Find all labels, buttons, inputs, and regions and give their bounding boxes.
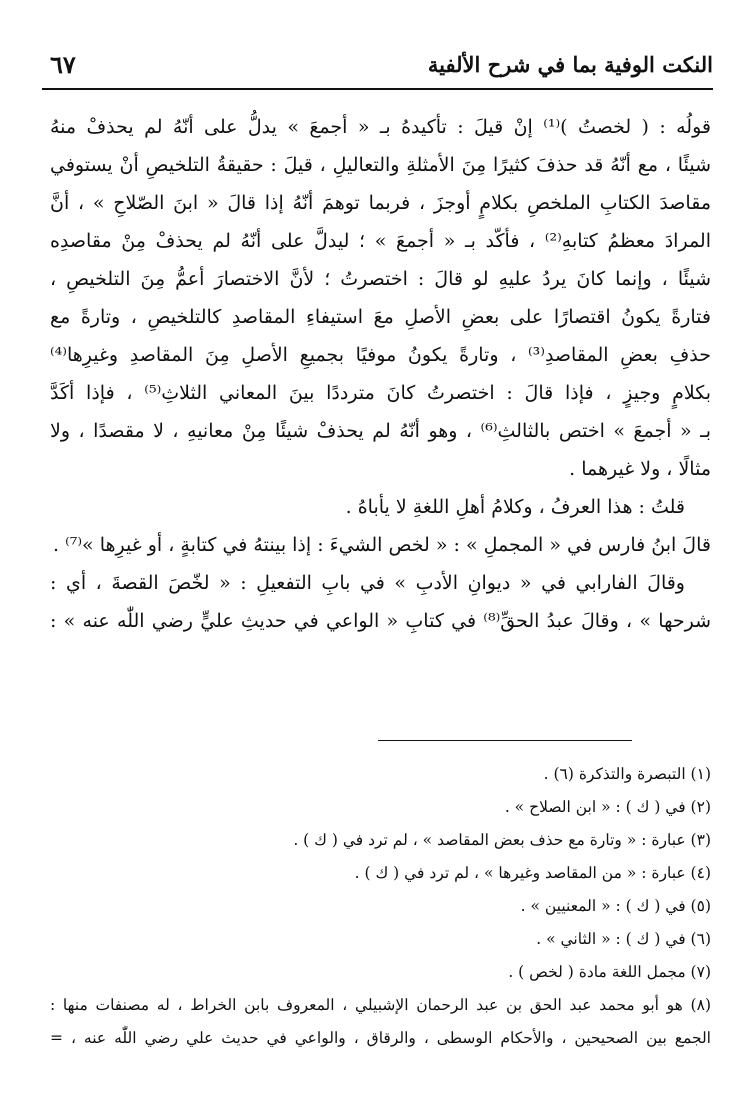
footnotes	[50, 758, 711, 1055]
text-line: قالَ ابنُ فارس في « المجملِ » : « لخص الشيءَ : إذا بينتهُ في كتابةٍ ، أو غيرِها »⁽⁷⁾ .	[53, 534, 711, 556]
text-line: شيئًا ، مع أنّهُ قد حذفَ كثيرًا مِنَ الأمثلةِ والتعاليلِ ، قيلَ : حقيقةُ التلخيصِ أنْ يستوفي	[50, 154, 711, 176]
text-line: مثالًا ، ولا غيرهما .	[569, 458, 711, 480]
footnote: (٦) في ( ك ) : « الثاني » .	[536, 930, 711, 948]
footnote: (٧) مجمل اللغة مادة ( لخص ) .	[508, 963, 711, 981]
main-text	[50, 108, 711, 640]
footnote: (٣) عبارة : « وتارة مع حذف بعض المقاصد » ، لم ترد في ( ك ) .	[293, 831, 711, 849]
text-line: قلتُ : هذا العرفُ ، وكلامُ أهلِ اللغةِ لا يأباهُ .	[345, 496, 685, 518]
footnote-separator	[378, 740, 632, 741]
text-line: مقاصدَ الكتابِ الملخصِ بكلامٍ أوجزَ ، فربما توهمَ أنّهُ إذا قالَ « ابنَ الصّلاحِ » ، أنَّ	[50, 192, 711, 214]
running-header	[42, 48, 713, 90]
book-title: النكت الوفية بما في شرح الألفية	[427, 52, 713, 77]
footnote: الجمع بين الصحيحين ، والأحكام الوسطى ، والرقاق ، والواعي في حديث علي رضي اللّٰه عنه ، =	[50, 1029, 711, 1047]
text-line: وقالَ الفارابي في « ديوانِ الأدبِ » في بابِ التفعيلِ : « لخّصَ القصةَ ، أي :	[50, 572, 685, 594]
text-line: شرحها » ، وقالَ عبدُ الحقِّ⁽⁸⁾ في كتابِ « الواعي في حديثِ عليٍّ رضي اللّٰه عنه » :	[50, 610, 711, 632]
footnote: (٢) في ( ك ) : « ابن الصلاح » .	[504, 798, 711, 816]
footnote: (٤) عبارة : « من المقاصد وغيرها » ، لم ترد في ( ك ) .	[354, 864, 711, 882]
footnote: (١) التبصرة والتذكرة (٦) .	[543, 765, 711, 783]
footnote: (٨) هو أبو محمد عبد الحق بن عبد الرحمان الإشبيلي ، المعروف بابن الخراط ، له مصنفات منها :	[50, 996, 711, 1014]
text-line: فتارةً يكونُ اقتصارًا على بعضِ الأصلِ معَ استيفاءِ المقاصدِ كالتلخيصِ ، وتارةً مع	[50, 306, 711, 328]
page-number: ٦٧	[50, 50, 76, 79]
text-line: بـ « أجمعَ » اختص بالثالثِ⁽⁶⁾ ، وهو أنّهُ لم يحذفْ شيئًا مِنْ معانيهِ ، لا مقصدًا ، ولا	[50, 420, 711, 442]
text-line: المرادَ معظمُ كتابهِ⁽²⁾ ، فأكّد بـ « أجمعَ » ؛ ليدلَّ على أنّهُ لم يحذفْ مِنْ مقاصدِه	[50, 230, 711, 252]
text-line: حذفِ بعضِ المقاصدِ⁽³⁾ ، وتارةً يكونُ موفيًا بجميعِ الأصلِ مِنَ المقاصدِ وغيرِها⁽⁴⁾	[50, 344, 711, 366]
footnote: (٥) في ( ك ) : « المعنيين » .	[520, 897, 711, 915]
text-line: بكلامٍ وجيزٍ ، فإذا قالَ : اختصرتُ كانَ مترددًا بينَ المعاني الثلاثِ⁽⁵⁾ ، فإذا أكَدَّ	[50, 382, 711, 404]
text-line: قولُه : ( لخصتُ )⁽¹⁾ إنْ قيلَ : تأكيدهُ بـ « أجمعَ » يدلُّ على أنّهُ لم يحذفْ منهُ	[50, 116, 711, 138]
text-line: شيئًا ، وإنما كانَ يردُ عليهِ لو قالَ : اختصرتُ ؛ لأنَّ الاختصارَ أعمُّ مِنَ التلخيصِ ،	[50, 268, 711, 290]
